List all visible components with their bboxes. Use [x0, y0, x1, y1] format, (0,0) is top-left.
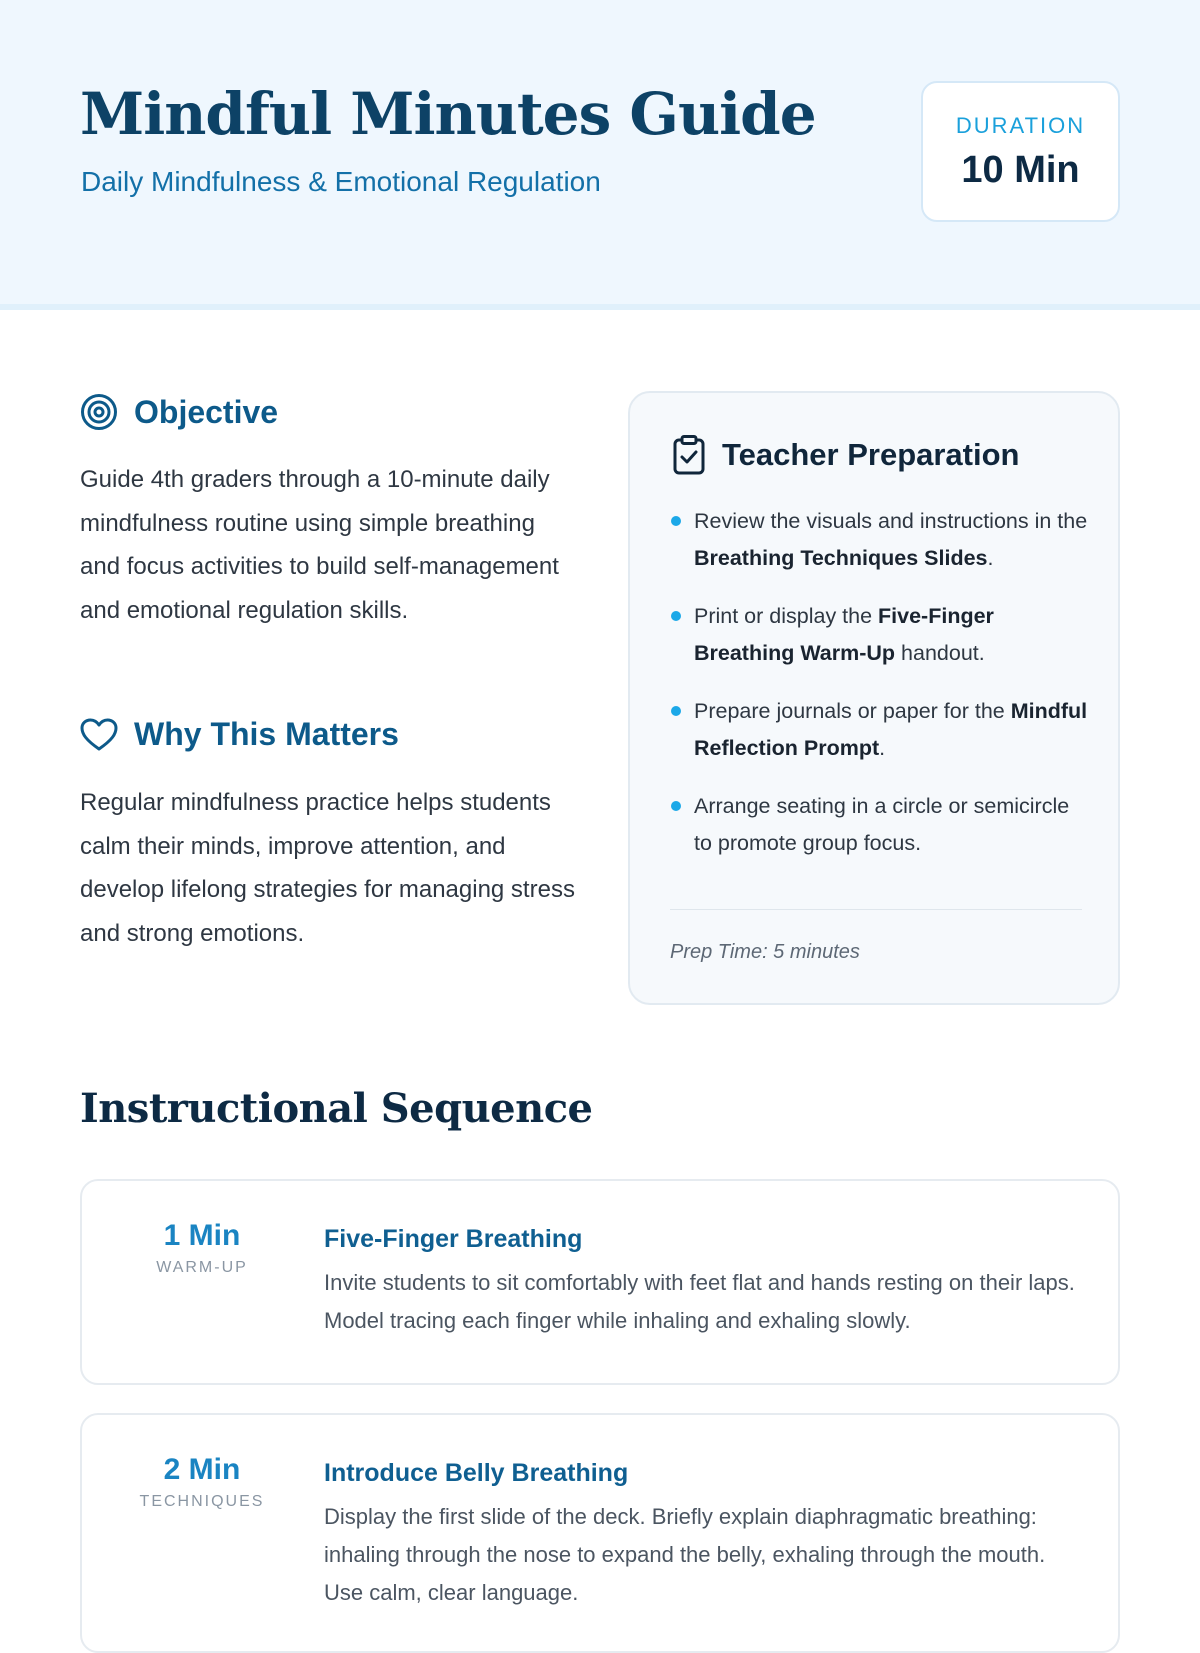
why-text: Regular mindfulness practice helps students calm their minds, improve attention, and develop lifelong strategies for managing stress and strong emotions.: [80, 789, 575, 947]
step-body: [324, 1459, 1084, 1612]
step-text: Display the first slide of the deck. Briefly explain diaphragmatic breathing: inhaling through the nose to expand the belly, exhaling through the mouth. Use calm, clear language.: [324, 1504, 1046, 1605]
step-body: [324, 1225, 1084, 1340]
page-title: Mindful Minutes Guide: [80, 80, 816, 148]
step-phase: WARM-UP: [156, 1259, 248, 1276]
prep-item: Review the visuals and instructions in the Breathing Techniques Slides.: [670, 503, 1090, 577]
page-header: [0, 0, 1200, 310]
prep-heading-label: Teacher Preparation: [722, 437, 1020, 472]
heart-icon: [80, 717, 118, 753]
sequence-step: [80, 1413, 1120, 1653]
sequence-title: Instructional Sequence: [80, 1085, 593, 1132]
step-time: [122, 1453, 282, 1511]
step-text: Invite students to sit comfortably with feet flat and hands resting on their laps. Model tracing each finger while inhaling and exhaling slowly.: [324, 1270, 1075, 1333]
prep-time: Prep Time: 5 minutes: [670, 941, 860, 963]
step-time: [122, 1219, 282, 1277]
objective-heading-label: Objective: [134, 393, 279, 430]
step-heading: Introduce Belly Breathing: [324, 1459, 629, 1487]
duration-label: DURATION: [955, 113, 1086, 138]
page-subtitle: Daily Mindfulness & Emotional Regulation: [81, 166, 601, 197]
objective-text: Guide 4th graders through a 10-minute daily mindfulness routine using simple breathing and focus activities to build self-management and emotional regulation skills.: [80, 466, 559, 624]
why-heading-label: Why This Matters: [134, 716, 399, 752]
sequence-step: [80, 1179, 1120, 1385]
teacher-prep-card: [628, 391, 1120, 1005]
duration-card: [921, 81, 1120, 222]
prep-item: Arrange seating in a circle or semicircle to promote group focus.: [670, 788, 1090, 862]
why-heading: [80, 716, 399, 753]
prep-item: Prepare journals or paper for the Mindful Reflection Prompt.: [670, 693, 1090, 767]
prep-item: Print or display the Five-Finger Breathing Warm-Up handout.: [670, 598, 1090, 672]
prep-heading: [672, 435, 1019, 475]
step-heading: Five-Finger Breathing: [324, 1225, 583, 1253]
step-minutes: 2 Min: [163, 1453, 241, 1486]
step-phase: TECHNIQUES: [139, 1493, 265, 1510]
clipboard-check-icon: [672, 435, 706, 475]
prep-list: [670, 503, 1090, 883]
objective-heading: [80, 393, 278, 431]
prep-divider: [670, 909, 1082, 910]
duration-value: 10 Min: [961, 149, 1080, 191]
target-icon: [80, 393, 118, 431]
step-minutes: 1 Min: [163, 1219, 241, 1252]
